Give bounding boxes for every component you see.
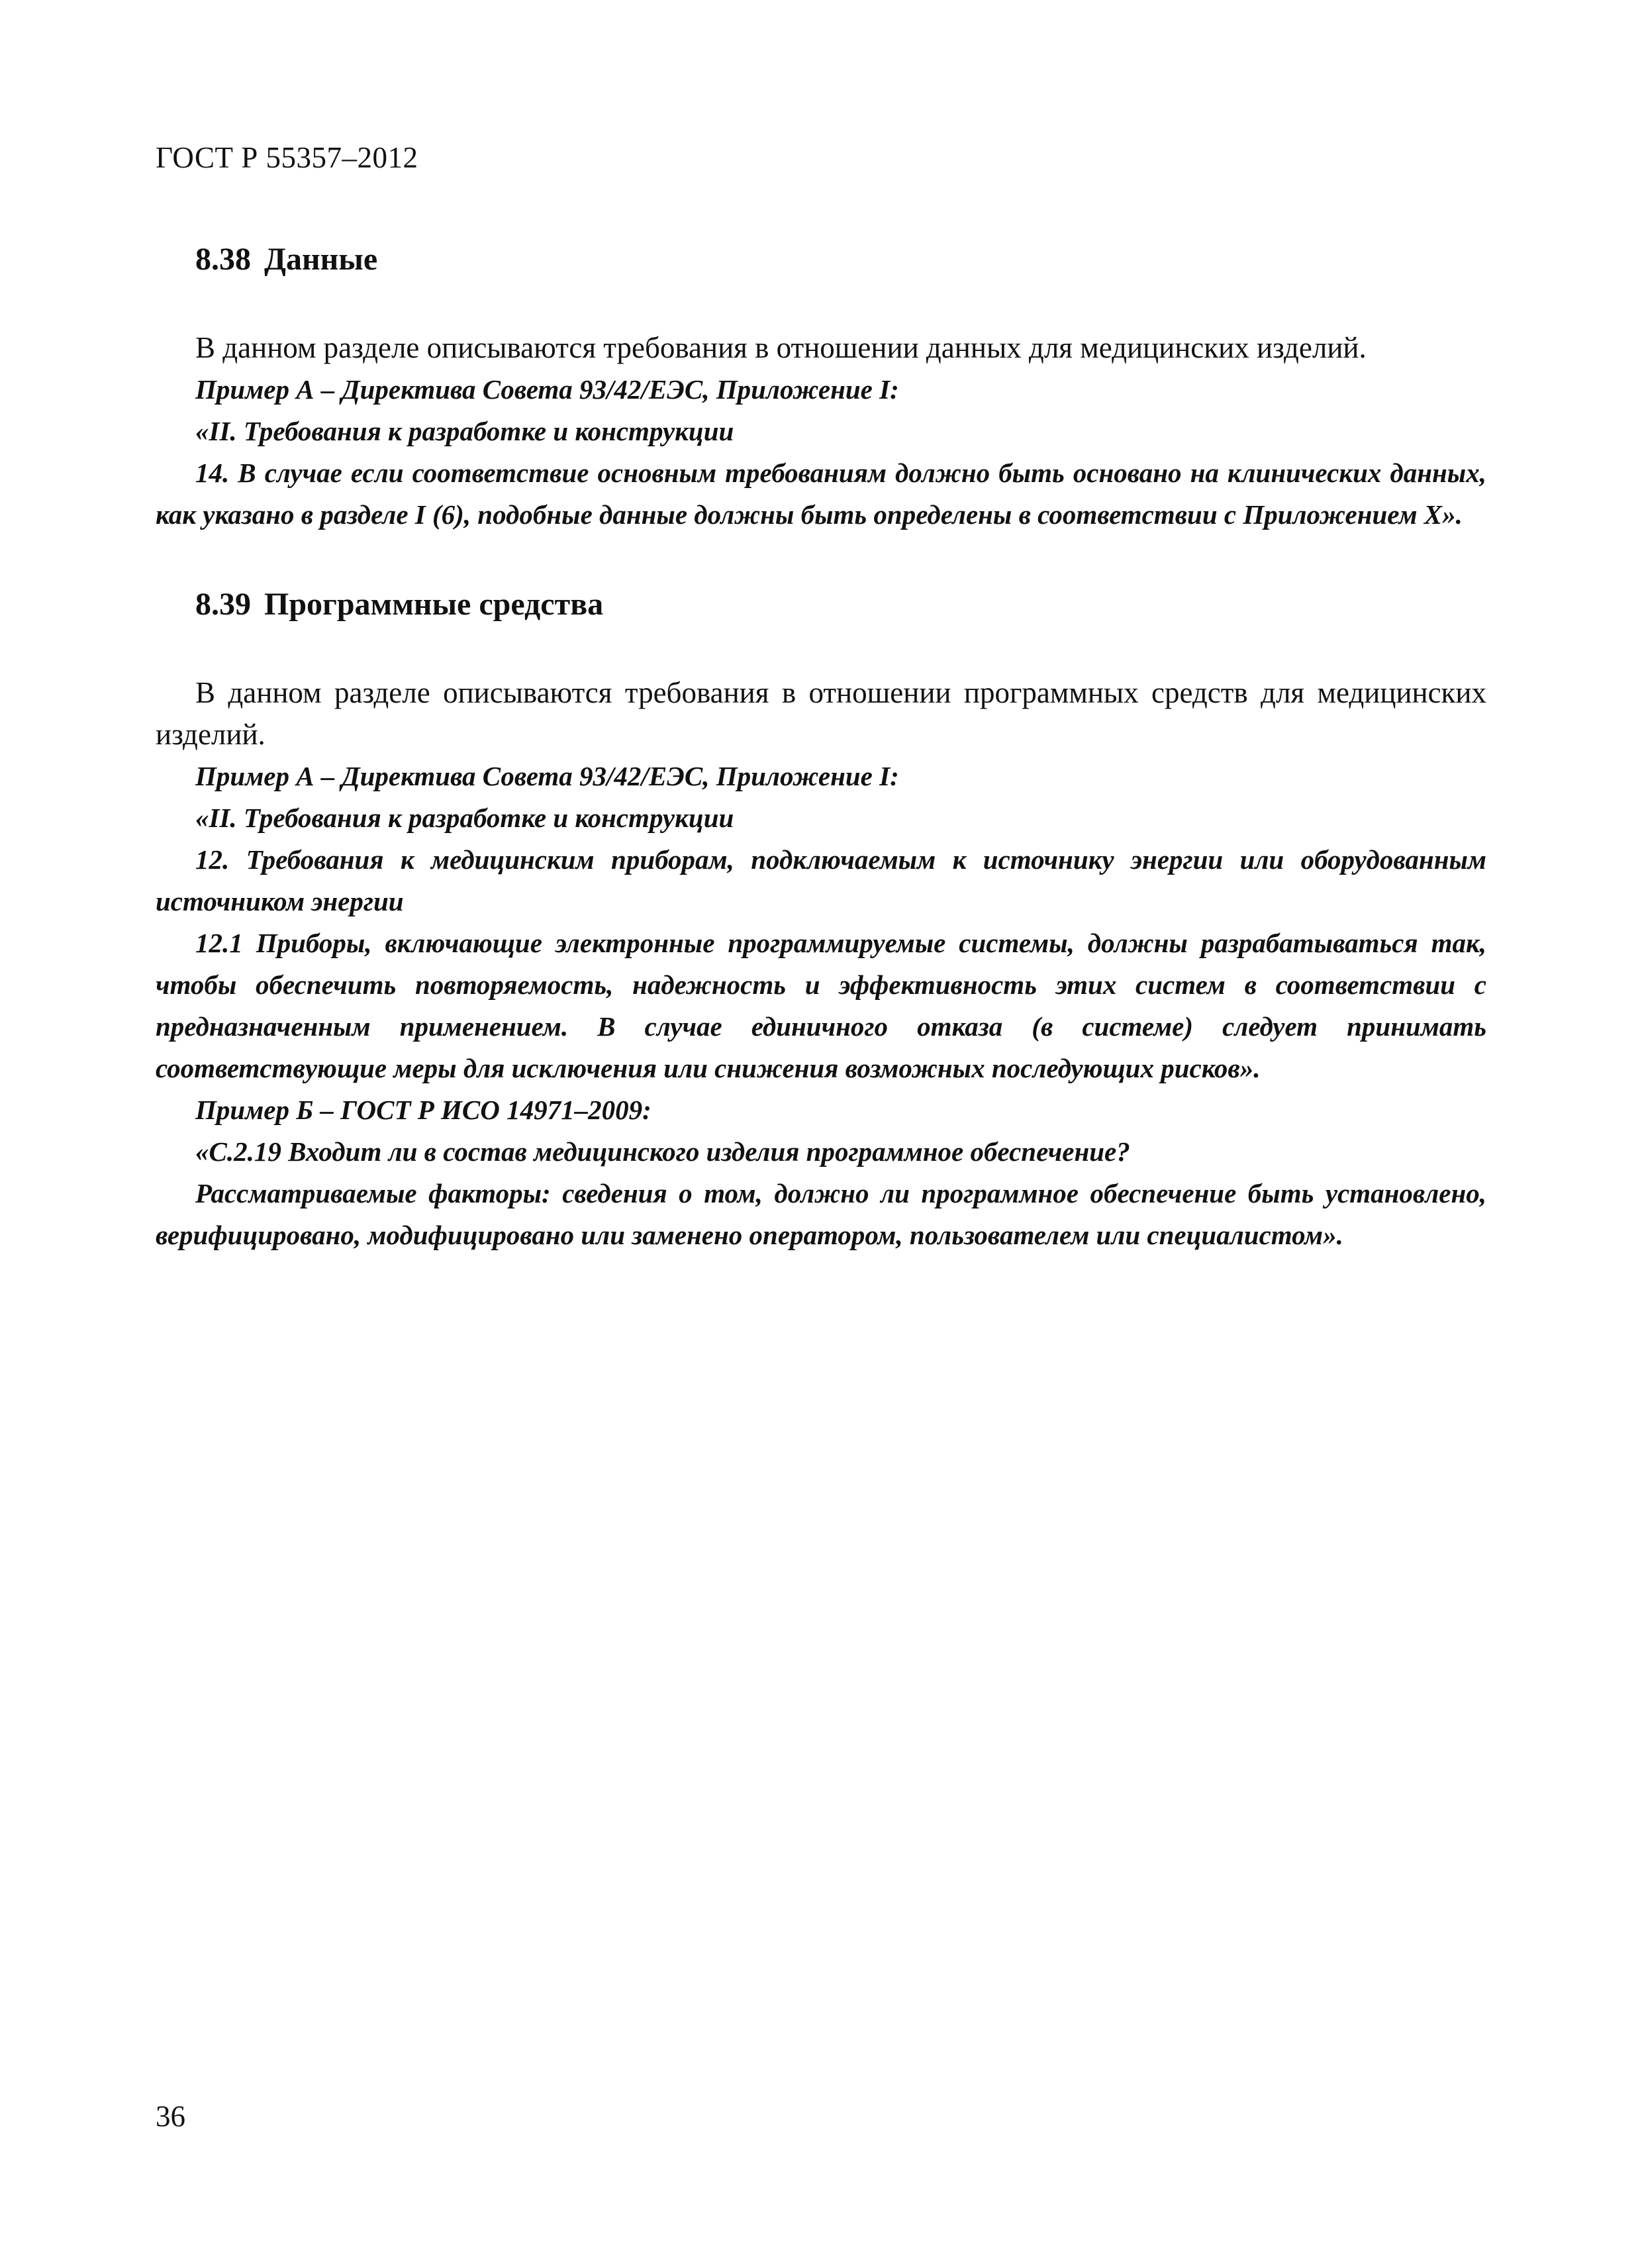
page-content bbox=[156, 238, 1486, 1256]
example-paragraph: 12.1 Приборы, включающие электронные программируемые системы, должны разрабатываться так, чтобы обеспечить повторяемость, надежность и эффективность этих систем в соответствии с предназначенным применением. В случае единичного отказа (в системе) следует принимать соответствующие меры для исключения или снижения возможных последующих рисков». bbox=[156, 928, 1486, 1083]
section-intro: В данном разделе описываются требования в отношении программных средств для медицинских изделий. bbox=[156, 676, 1486, 751]
example-paragraph: «С.2.19 Входит ли в состав медицинского изделия программное обеспечение? bbox=[195, 1136, 1130, 1167]
section-number: 8.39 bbox=[195, 587, 251, 622]
example-paragraph: Рассматриваемые факторы: сведения о том, должно ли программное обеспечение быть установлено, верифицировано, модифицировано или заменено оператором, пользователем или специалистом». bbox=[156, 1178, 1486, 1250]
example-paragraph: «II. Требования к разработке и конструкции bbox=[195, 416, 734, 446]
page-number: 36 bbox=[156, 2100, 185, 2133]
document-code-header: ГОСТ Р 55357–2012 bbox=[156, 141, 418, 174]
section-number: 8.38 bbox=[195, 242, 251, 277]
section-intro: В данном разделе описываются требования в отношении данных для медицинских изделий. bbox=[195, 331, 1367, 364]
example-paragraph: Пример А – Директива Совета 93/42/ЕЭС, Приложение I: bbox=[195, 761, 899, 791]
example-paragraph: 14. В случае если соответствие основным требованиям должно быть основано на клинических данных, как указано в разделе I (6), подобные данные должны быть определены в соответствии с Приложением X». bbox=[156, 458, 1486, 530]
section-title: Программные средства bbox=[264, 587, 604, 622]
example-paragraph: 12. Требования к медицинским приборам, подключаемым к источнику энергии или оборудованным источником энергии bbox=[156, 844, 1486, 916]
section-heading-8-39 bbox=[195, 583, 1486, 626]
section-title: Данные bbox=[264, 242, 378, 277]
example-paragraph: Пример Б – ГОСТ Р ИСО 14971–2009: bbox=[195, 1095, 652, 1125]
example-paragraph: «II. Требования к разработке и конструкции bbox=[195, 803, 734, 833]
example-paragraph: Пример А – Директива Совета 93/42/ЕЭС, Приложение I: bbox=[195, 374, 899, 405]
section-heading-8-38 bbox=[195, 238, 1486, 281]
